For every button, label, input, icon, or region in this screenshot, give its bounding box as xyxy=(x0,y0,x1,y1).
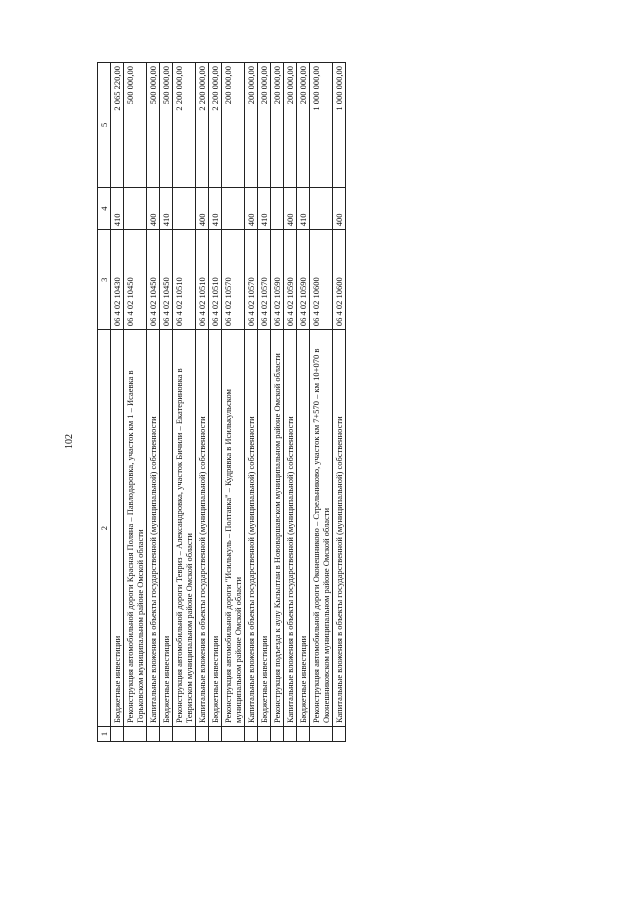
row-vr xyxy=(271,187,284,229)
table-row xyxy=(111,63,124,742)
row-code: 06 4 02 10430 xyxy=(111,230,124,330)
row-vr: 400 xyxy=(333,187,346,229)
row-col-1 xyxy=(297,727,310,742)
row-name: Бюджетные инвестиции xyxy=(160,330,173,727)
header-col-2: 2 xyxy=(98,330,111,727)
row-col-1 xyxy=(111,727,124,742)
row-sum: 1 000 000,00 xyxy=(310,63,333,188)
row-sum: 200 000,00 xyxy=(222,63,245,188)
table-body xyxy=(111,63,346,742)
header-col-4: 4 xyxy=(98,187,111,229)
row-name: Реконструкция подъезда к аулу Кызылтан в Нововаршавском муниципальном районе Омской области xyxy=(271,330,284,727)
row-name: Реконструкция автомобильной дороги Тевриз – Александровка, участок Бичили – Екатериновка в Тевризском муниципальном районе Омской области xyxy=(173,330,196,727)
row-code: 06 4 02 10600 xyxy=(310,230,333,330)
row-vr: 410 xyxy=(258,187,271,229)
row-sum: 200 000,00 xyxy=(245,63,258,188)
row-code: 06 4 02 10570 xyxy=(245,230,258,330)
row-col-1 xyxy=(222,727,245,742)
row-name: Бюджетные инвестиции xyxy=(111,330,124,727)
row-name: Бюджетные инвестиции xyxy=(258,330,271,727)
row-name: Реконструкция автомобильной дороги Красная Поляна – Павлодаровка, участок км 1 – Исаевка в Горьковском муниципальном районе Омской области xyxy=(124,330,147,727)
table-row xyxy=(124,63,147,742)
row-col-1 xyxy=(333,727,346,742)
row-col-1 xyxy=(284,727,297,742)
row-code: 06 4 02 10450 xyxy=(147,230,160,330)
row-name: Капитальные вложения в объекты государственной (муниципальной) собственности xyxy=(245,330,258,727)
row-name: Капитальные вложения в объекты государственной (муниципальной) собственности xyxy=(284,330,297,727)
row-sum: 2 065 220,00 xyxy=(111,63,124,188)
row-name: Реконструкция автомобильной дороги "Исилькуль – Полтавка" – Кудрявка в Исилькульском муниципальном районе Омской области xyxy=(222,330,245,727)
row-sum: 200 000,00 xyxy=(271,63,284,188)
header-row xyxy=(98,63,111,742)
row-code: 06 4 02 10450 xyxy=(160,230,173,330)
row-col-1 xyxy=(160,727,173,742)
row-vr xyxy=(310,187,333,229)
row-code: 06 4 02 10570 xyxy=(222,230,245,330)
row-code: 06 4 02 10570 xyxy=(258,230,271,330)
table-row xyxy=(271,63,284,742)
table-row xyxy=(245,63,258,742)
row-sum: 2 200 000,00 xyxy=(173,63,196,188)
header-col-5: 5 xyxy=(98,63,111,188)
table-row xyxy=(333,63,346,742)
row-col-1 xyxy=(245,727,258,742)
table-row xyxy=(297,63,310,742)
row-sum: 2 200 000,00 xyxy=(196,63,209,188)
table-row xyxy=(196,63,209,742)
row-sum: 200 000,00 xyxy=(297,63,310,188)
row-name: Бюджетные инвестиции xyxy=(297,330,310,727)
table-row xyxy=(173,63,196,742)
row-vr xyxy=(222,187,245,229)
row-name: Капитальные вложения в объекты государственной (муниципальной) собственности xyxy=(333,330,346,727)
row-sum: 200 000,00 xyxy=(284,63,297,188)
row-name: Капитальные вложения в объекты государственной (муниципальной) собственности xyxy=(196,330,209,727)
row-col-1 xyxy=(310,727,333,742)
row-code: 06 4 02 10590 xyxy=(284,230,297,330)
table-row xyxy=(209,63,222,742)
row-vr: 400 xyxy=(284,187,297,229)
row-name: Бюджетные инвестиции xyxy=(209,330,222,727)
row-code: 06 4 02 10590 xyxy=(271,230,284,330)
header-col-1: 1 xyxy=(98,727,111,742)
table-row xyxy=(160,63,173,742)
row-vr xyxy=(173,187,196,229)
row-col-1 xyxy=(258,727,271,742)
row-vr: 400 xyxy=(147,187,160,229)
row-sum: 500 000,00 xyxy=(124,63,147,188)
row-sum: 200 000,00 xyxy=(258,63,271,188)
row-vr: 410 xyxy=(160,187,173,229)
row-code: 06 4 02 10600 xyxy=(333,230,346,330)
table-row xyxy=(258,63,271,742)
table-row xyxy=(310,63,333,742)
row-col-1 xyxy=(196,727,209,742)
row-code: 06 4 02 10590 xyxy=(297,230,310,330)
table-row xyxy=(284,63,297,742)
row-col-1 xyxy=(209,727,222,742)
row-code: 06 4 02 10510 xyxy=(196,230,209,330)
row-col-1 xyxy=(124,727,147,742)
page-number: 102 xyxy=(64,434,75,449)
row-vr xyxy=(124,187,147,229)
table-row xyxy=(147,63,160,742)
row-code: 06 4 02 10510 xyxy=(173,230,196,330)
row-sum: 500 000,00 xyxy=(147,63,160,188)
rotated-table-container xyxy=(97,62,589,742)
row-name: Капитальные вложения в объекты государственной (муниципальной) собственности xyxy=(147,330,160,727)
row-sum: 500 000,00 xyxy=(160,63,173,188)
row-vr: 400 xyxy=(245,187,258,229)
row-sum: 2 200 000,00 xyxy=(209,63,222,188)
row-col-1 xyxy=(147,727,160,742)
row-sum: 1 000 000,00 xyxy=(333,63,346,188)
row-col-1 xyxy=(173,727,196,742)
row-vr: 410 xyxy=(297,187,310,229)
row-name: Реконструкция автомобильной дороги Оконешниково – Стрельниково, участок км 7+570 – км 10+070 в Оконешниковском муниципальном районе Омской области xyxy=(310,330,333,727)
row-code: 06 4 02 10450 xyxy=(124,230,147,330)
row-vr: 400 xyxy=(196,187,209,229)
table-row xyxy=(222,63,245,742)
row-col-1 xyxy=(271,727,284,742)
header-col-3: 3 xyxy=(98,230,111,330)
row-code: 06 4 02 10510 xyxy=(209,230,222,330)
budget-table xyxy=(97,62,346,742)
row-vr: 410 xyxy=(111,187,124,229)
row-vr: 410 xyxy=(209,187,222,229)
